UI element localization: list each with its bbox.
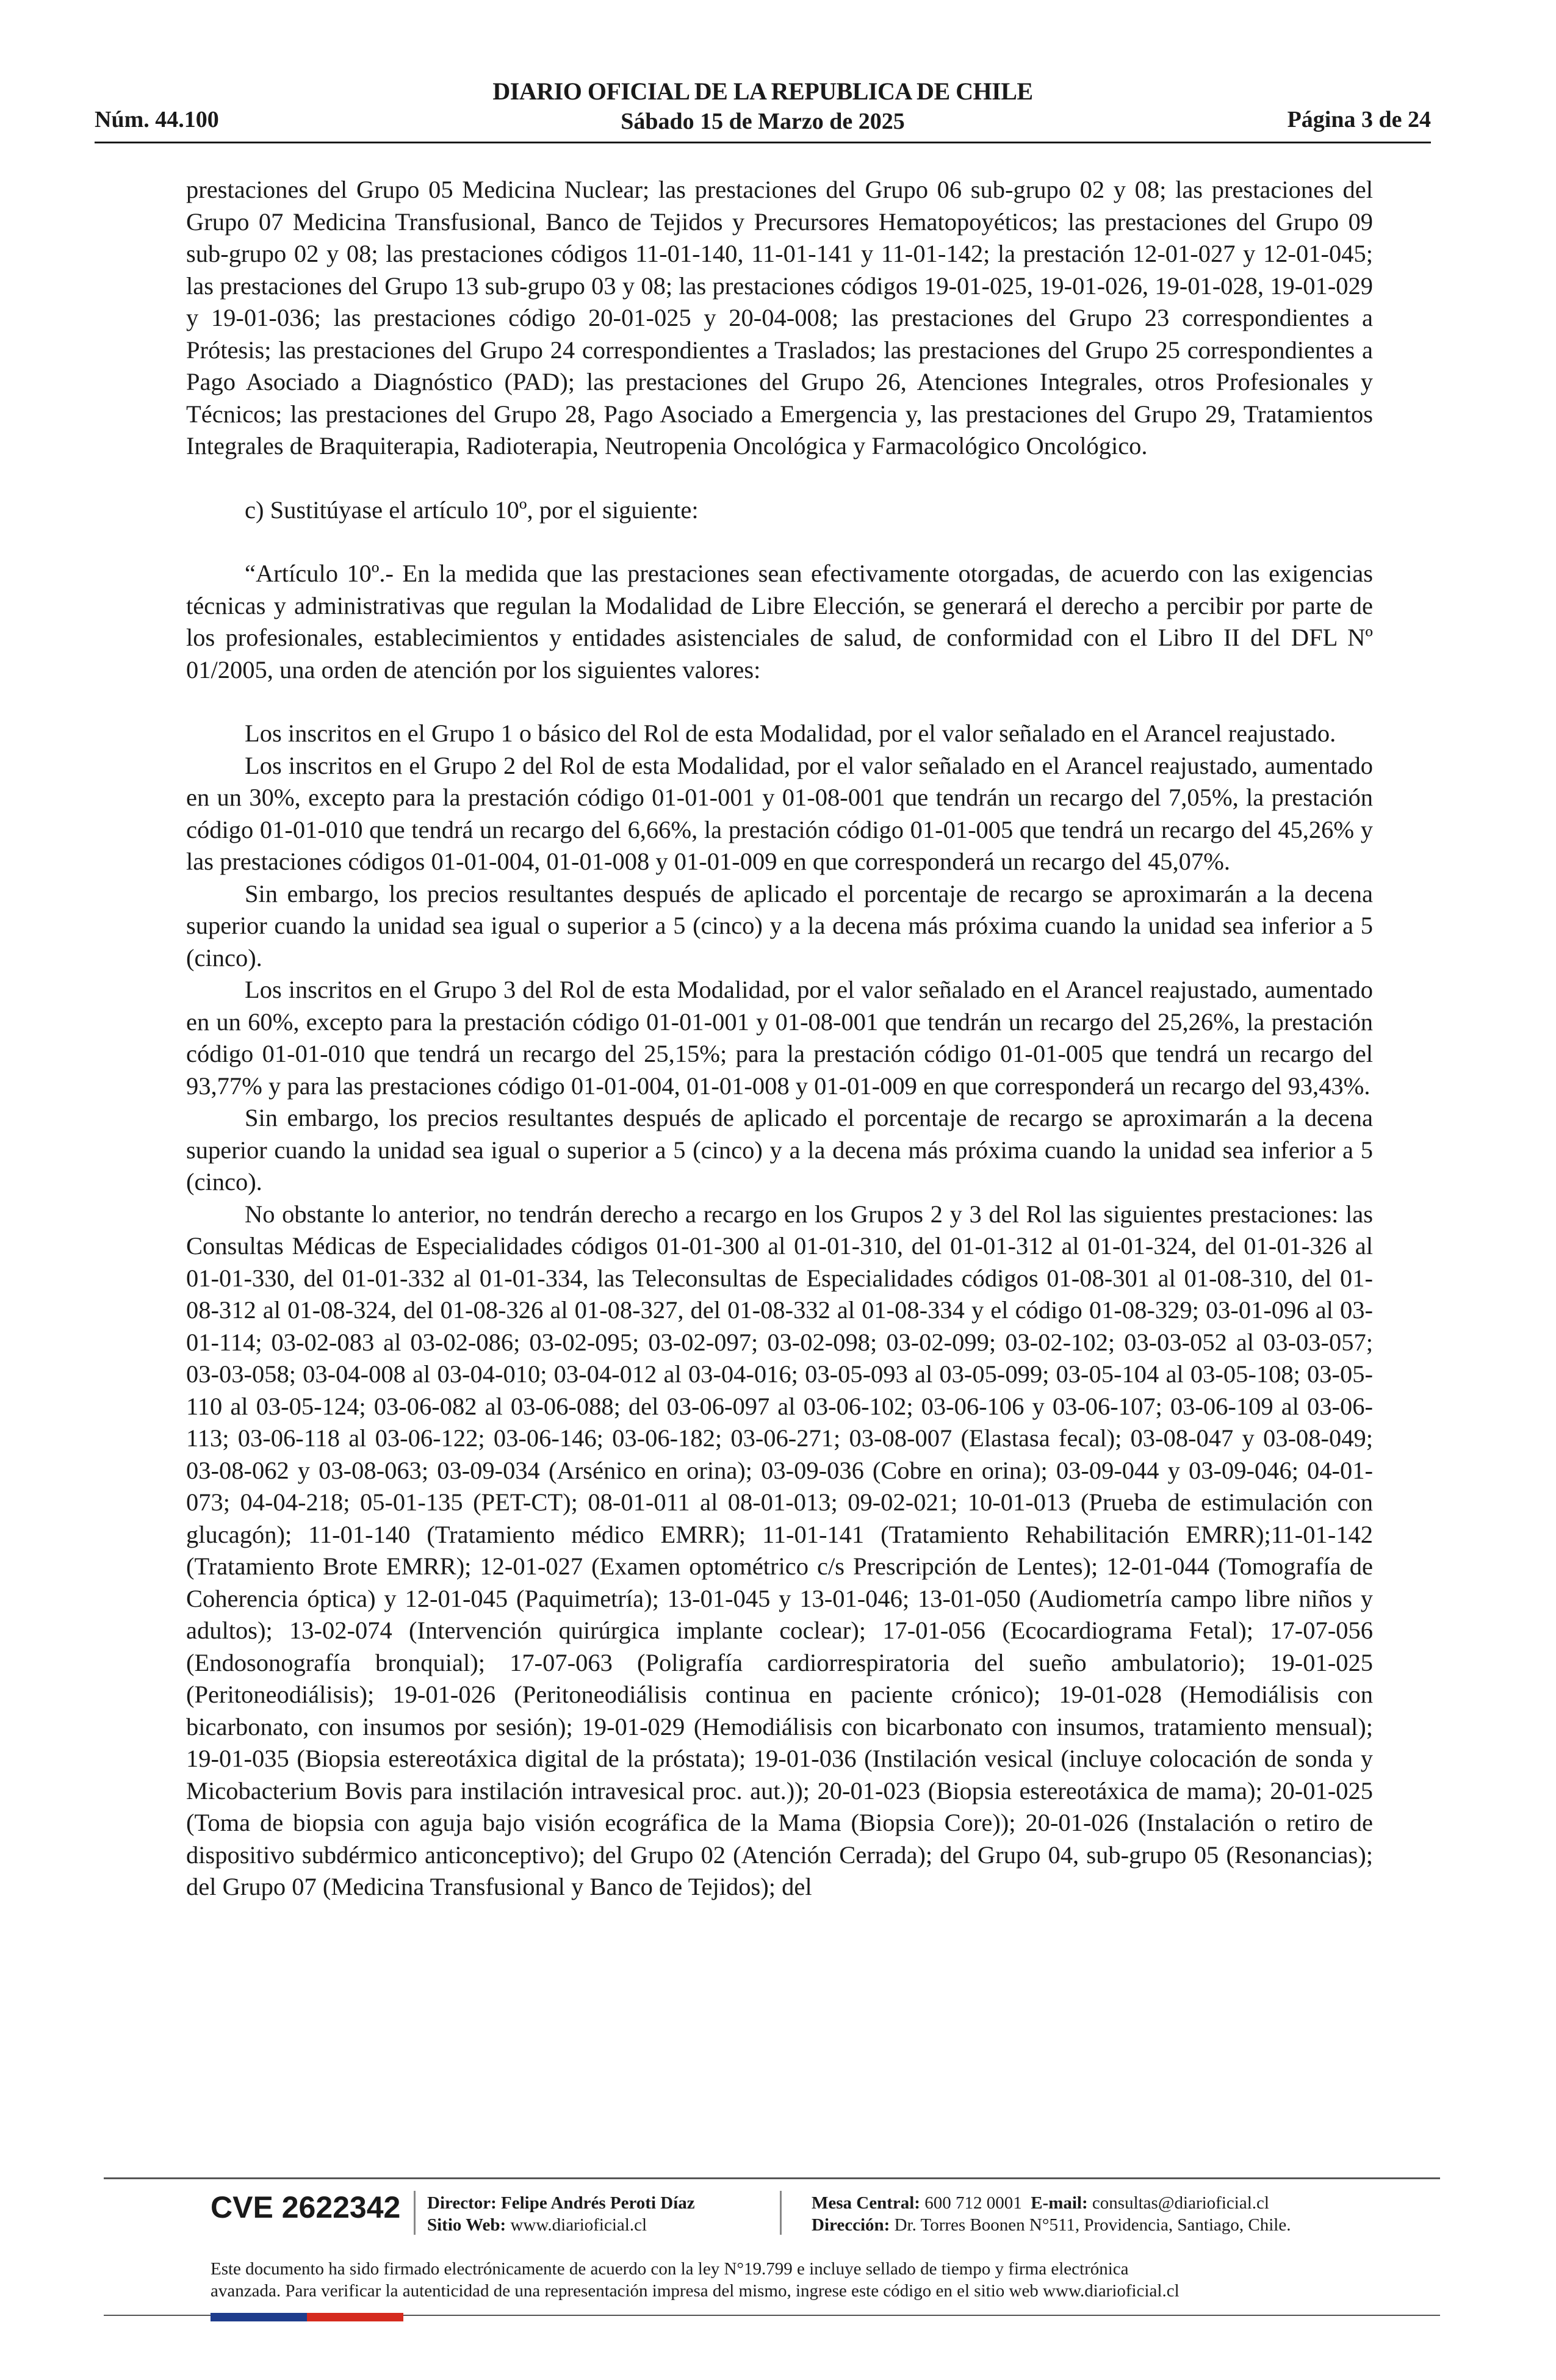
paragraph-rounding-1: Sin embargo, los precios resultantes después de aplicado el porcentaje de recargo se aproximarán a la decena superior cuando la unidad sea igual o superior a 5 (cinco) y a la decena más próxima cuando la unidad sea inferior a 5 (cinco). [186,879,1373,972]
paragraph-rounding-2: Sin embargo, los precios resultantes después de aplicado el porcentaje de recargo se aproximarán a la decena superior cuando la unidad sea igual o superior a 5 (cinco) y a la decena más próxima cuando la unidad sea inferior a 5 (cinco). [186,1104,1373,1195]
mesa-phone: 600 712 0001 [924,2193,1022,2213]
footer-director-block [427,2192,695,2236]
page-header [95,72,1431,145]
footer-separator [414,2191,416,2235]
website-label: Sitio Web: [427,2215,506,2235]
flag-stripe-red [307,2313,403,2321]
header-divider [95,142,1431,143]
footer-divider-top [104,2177,1440,2179]
footer-contact-block [812,2192,1291,2236]
flag-stripe-blue [211,2313,307,2321]
email-link[interactable]: consultas@diarioficial.cl [1092,2193,1269,2213]
legal-line: avanzada. Para verificar la autenticidad de una representación impresa del mismo, ingrese este código en el sitio web www.diarioficial.cl [211,2281,1180,2301]
paragraph-grupo-2: Los inscritos en el Grupo 2 del Rol de esta Modalidad, por el valor señalado en el Arancel reajustado, aumentado en un 30%, excepto para la prestación código 01-01-001 y 01-08-001 que tendrán un recargo del 7,05%, la prestación código 01-01-010 que tendrá un recargo del 6,66%, la prestación código 01-01-005 que tendrá un recargo del 45,26% y las prestaciones códigos 01-01-004, 01-01-008 y 01-01-009 en que corresponderá un recargo del 45,07%. [186,751,1373,875]
address-value: Dr. Torres Boonen N°511, Providencia, Santiago, Chile. [894,2215,1291,2235]
address-label: Dirección: [812,2215,890,2235]
masthead [95,77,1431,135]
legal-line: Este documento ha sido firmado electrónicamente de acuerdo con la ley N°19.799 e incluye sellado de tiempo y firma electrónica [211,2259,1129,2279]
paragraph-article-10: “Artículo 10º.- En la medida que las prestaciones sean efectivamente otorgadas, de acuerdo con las exigencias técnicas y administrativas que regulan la Modalidad de Libre Elección, se generará el derecho a percibir por parte de los profesionales, establecimientos y entidades asistenciales de salud, de conformidad con el Libro II del DFL Nº 01/2005, una orden de atención por los siguientes valores: [186,560,1373,683]
issue-number: Núm. 44.100 [95,107,219,132]
publication-title: DIARIO OFICIAL DE LA REPUBLICA DE CHILE [492,78,1033,105]
email-label: E-mail: [1031,2193,1088,2213]
publication-date: Sábado 15 de Marzo de 2025 [621,109,905,134]
paragraph-item-c: c) Sustitúyase el artículo 10º, por el siguiente: [245,496,699,524]
cve-code: CVE 2622342 [211,2190,401,2224]
director-name: Felipe Andrés Peroti Díaz [501,2193,695,2213]
mesa-label: Mesa Central: [812,2193,920,2213]
legal-notice [211,2258,1431,2302]
paragraph-grupo-1: Los inscritos en el Grupo 1 o básico del Rol de esta Modalidad, por el valor señalado en el Arancel reajustado. [245,719,1336,747]
document-body [186,174,1373,1903]
paragraph-continuation: prestaciones del Grupo 05 Medicina Nuclear; las prestaciones del Grupo 06 sub-grupo 02 y 08; las prestaciones del Grupo 07 Medicina Transfusional, Banco de Tejidos y Precursores Hematopoyéticos; las prestaciones del Grupo 09 sub-grupo 02 y 08; las prestaciones códigos 11-01-140, 11-01-141 y 11-01-142; la prestación 12-01-027 y 12-01-045; las prestaciones del Grupo 13 sub-grupo 03 y 08; las prestaciones códigos 19-01-025, 19-01-026, 19-01-028, 19-01-029 y 19-01-036; las prestaciones código 20-01-025 y 20-04-008; las prestaciones del Grupo 23 correspondientes a Prótesis; las prestaciones del Grupo 24 correspondientes a Traslados; las prestaciones del Grupo 25 correspondientes a Pago Asociado a Diagnóstico (PAD); las prestaciones del Grupo 26, Atenciones Integrales, otros Profesionales y Técnicos; las prestaciones del Grupo 28, Pago Asociado a Emergencia y, las prestaciones del Grupo 29, Tratamientos Integrales de Braquiterapia, Radioterapia, Neutropenia Oncológica y Farmacológico Oncológico. [186,176,1373,460]
page-number: Página 3 de 24 [1287,107,1431,132]
director-label: Director: [427,2193,497,2213]
paragraph-grupo-3: Los inscritos en el Grupo 3 del Rol de esta Modalidad, por el valor señalado en el Arancel reajustado, aumentado en un 60%, excepto para la prestación código 01-01-001 y 01-08-001 que tendrán un recargo del 25,26%, la prestación código 01-01-010 que tendrá un recargo del 25,15%; para la prestación código 01-01-005 que tendrá un recargo del 93,77% y para las prestaciones código 01-01-004, 01-01-008 y 01-01-009 en que corresponderá un recargo del 93,43%. [186,976,1373,1100]
footer-separator [780,2191,782,2235]
website-link[interactable]: www.diarioficial.cl [510,2215,647,2235]
paragraph-exceptions: No obstante lo anterior, no tendrán derecho a recargo en los Grupos 2 y 3 del Rol las siguientes prestaciones: las Consultas Médicas de Especialidades códigos 01-01-300 al 01-01-310, del 01-01-312 al 01-01-324, del 01-01-326 al 01-01-330, del 01-01-332 al 01-01-334, las Teleconsultas de Especialidades códigos 01-08-301 al 01-08-310, del 01-08-312 al 01-08-324, del 01-08-326 al 01-08-327, del 01-08-332 al 01-08-334 y el código 01-08-329; 03-01-096 al 03-01-114; 03-02-083 al 03-02-086; 03-02-095; 03-02-097; 03-02-098; 03-02-099; 03-02-102; 03-03-052 al 03-03-057; 03-03-058; 03-04-008 al 03-04-010; 03-04-012 al 03-04-016; 03-05-093 al 03-05-099; 03-05-104 al 03-05-108; 03-05-110 al 03-05-124; 03-06-082 al 03-06-088; del 03-06-097 al 03-06-102; 03-06-106 y 03-06-107; 03-06-109 al 03-06-113; 03-06-118 al 03-06-122; 03-06-146; 03-06-182; 03-06-271; 03-08-007 (Elastasa fecal); 03-08-047 y 03-08-049; 03-08-062 y 03-08-063; 03-09-034 (Arsénico en orina); 03-09-036 (Cobre en orina); 03-09-044 y 03-09-046; 04-01-073; 04-04-218; 05-01-135 (PET-CT); 08-01-011 al 08-01-013; 09-02-021; 10-01-013 (Prueba de estimulación con glucagón); 11-01-140 (Tratamiento médico EMRR); 11-01-141 (Tratamiento Rehabilitación EMRR);11-01-142 (Tratamiento Brote EMRR); 12-01-027 (Examen optométrico c/s Prescripción de Lentes); 12-01-044 (Tomografía de Coherencia óptica) y 12-01-045 (Paquimetría); 13-01-045 y 13-01-046; 13-01-050 (Audiometría campo libre niños y adultos); 13-02-074 (Intervención quirúrgica implante coclear); 17-01-056 (Ecocardiograma Fetal); 17-07-056 (Endosonografía bronquial); 17-07-063 (Poligrafía cardiorrespiratoria del sueño ambulatorio); 19-01-025 (Peritoneodiálisis); 19-01-026 (Peritoneodiálisis continua en paciente crónico); 19-01-028 (Hemodiálisis con bicarbonato, con insumos por sesión); 19-01-029 (Hemodiálisis con bicarbonato con insumos, tratamiento mensual); 19-01-035 (Biopsia estereotáxica digital de la próstata); 19-01-036 (Instilación vesical (incluye colocación de sonda y Micobacterium Bovis para instilación intravesical proc. aut.)); 20-01-023 (Biopsia estereotáxica de mama); 20-01-025 (Toma de biopsia con aguja bajo visión ecográfica de la Mama (Biopsia Core)); 20-01-026 (Instalación o retiro de dispositivo subdérmico anticonceptivo); del Grupo 02 (Atención Cerrada); del Grupo 04, sub-grupo 05 (Resonancias); del Grupo 07 (Medicina Transfusional y Banco de Tejidos); del [186,1200,1373,1900]
